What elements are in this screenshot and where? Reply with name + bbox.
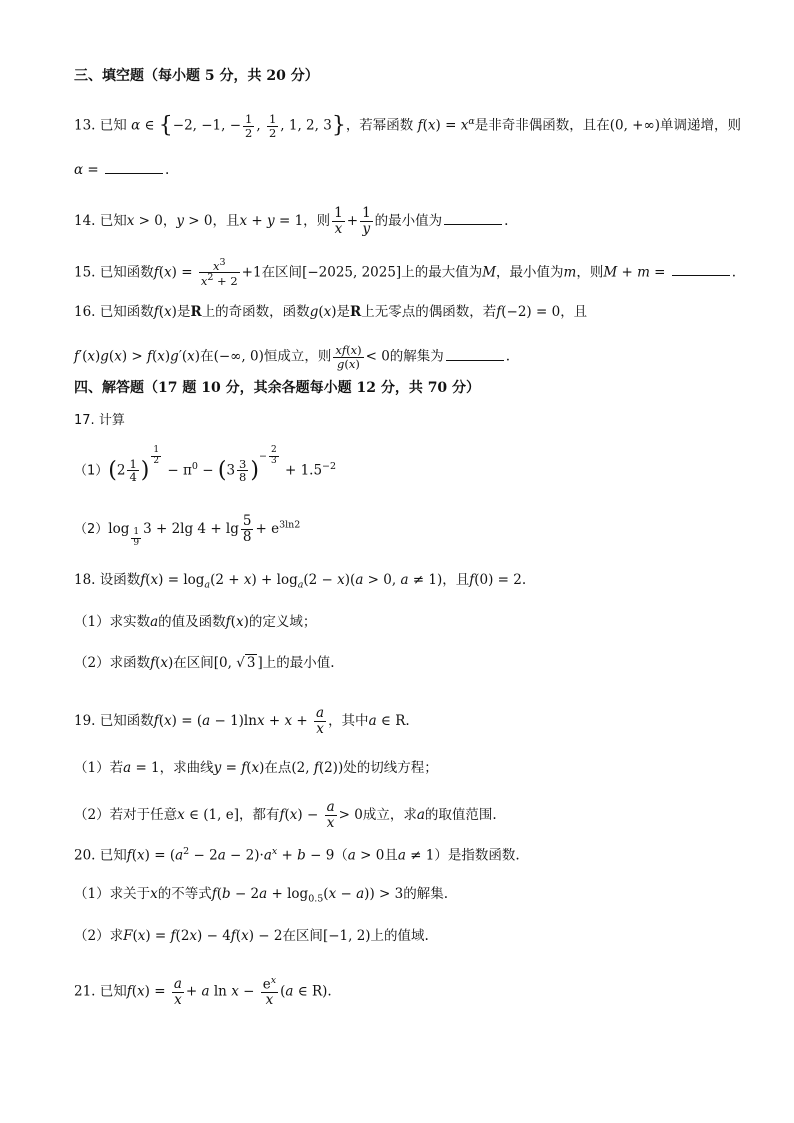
question-16-line-2: f′(x)g(x) > f(x)g′(x)在(−∞, 0)恒成立，则 $\frac{xf(x)}{g(x)}$ < 0的解集为 . — [74, 343, 511, 371]
question-17: 17. 计算 — [74, 413, 125, 428]
question-13-answer-line: α = . — [74, 162, 170, 178]
question-19-part-1: （1）若a = 1，求曲线y = f(x)在点(2, f(2))处的切线方程； — [74, 760, 438, 776]
question-13: 13. 已知 α ∈ {−2, −1, − $\frac{1}{2}$ , $\frac{1}{2}$ , 1, 2, 3}，若幂函数 $f(x) = x^\alpha$是非奇非偶函数，且在(0, +∞)单调递增，则 — [74, 111, 741, 140]
section-heading-solve: 四、解答题（17 题 10 分，其余各题每小题 12 分，共 70 分） — [74, 380, 481, 396]
answer-blank[interactable] — [672, 274, 730, 276]
question-20: 20. 已知$f(x) = (a^2 - 2a - 2)\cdot a^x + b - 9(a > 0$且a ≠ 1）是指数函数. — [74, 846, 520, 864]
question-17-part-2: （2）log $_{\frac{1}{9}}$ 3 + 2lg 4 + lg $\frac{5}{8}$ + $e^{3ln2}$ — [74, 513, 301, 548]
question-18-part-2: （2）求函数f(x)在区间[0, √ 3 ]上的最小值. — [74, 655, 335, 671]
question-20-part-1: （1）求关于x的不等式$f(b - 2a + \log_{0.5}(x - a)) > 3$的解集. — [74, 886, 448, 905]
question-17-part-1: （1）(2 $\frac{1}{4}$ ) $^{\frac{1}{2}}$ − $\pi^0 - (3$ $\frac{3}{8}$ )$^{- \frac{2}{3}}$ + $1.5^{-2}$ — [74, 445, 337, 485]
question-20-part-2: （2）求F(x) = f(2x) − 4f(x) − 2在区间[−1, 2)上的值域. — [74, 928, 429, 944]
question-19: 19. 已知函数f(x) = (a − 1)lnx + x + $\frac{a}{x}$ ，其中a ∈ R. — [74, 705, 410, 737]
section-heading-fill-in: 三、填空题（每小题 5 分，共 20 分） — [74, 68, 319, 84]
question-19-part-2: （2）若对于任意x ∈ (1, e]，都有f(x) − $\frac{a}{x}$ > 0成立，求a的取值范围. — [74, 799, 497, 831]
answer-blank[interactable] — [105, 172, 163, 174]
question-18-part-1: （1）求实数a的值及函数f(x)的定义域； — [74, 614, 317, 630]
question-14: 14. 已知x > 0，y > 0，且x + y = 1，则 $\frac{1}{x}$ + $\frac{1}{y}$ 的最小值为 . — [74, 205, 509, 237]
answer-blank[interactable] — [444, 223, 502, 225]
question-15: 15. 已知函数f(x) = $\frac{x^3}{x^2 + 2}$ +1在区间[−2025, 2025]上的最大值为M，最小值为m，则M + m = . — [74, 257, 737, 289]
answer-blank[interactable] — [446, 359, 504, 361]
question-16: 16. 已知函数f(x)是R上的奇函数，函数g(x)是R上无零点的偶函数，若f(−2) = 0，且 — [74, 304, 588, 320]
question-18: 18. 设函数$f(x) = \log_a(2 + x) + \log_a(2 - x)(a > 0$, a ≠ 1)，且f(0) = 2. — [74, 572, 527, 591]
question-21: 21. 已知f(x) = $\frac{a}{x}$ + a ln x − $\frac{e^x}{x}$ (a ∈ R). — [74, 975, 332, 1009]
